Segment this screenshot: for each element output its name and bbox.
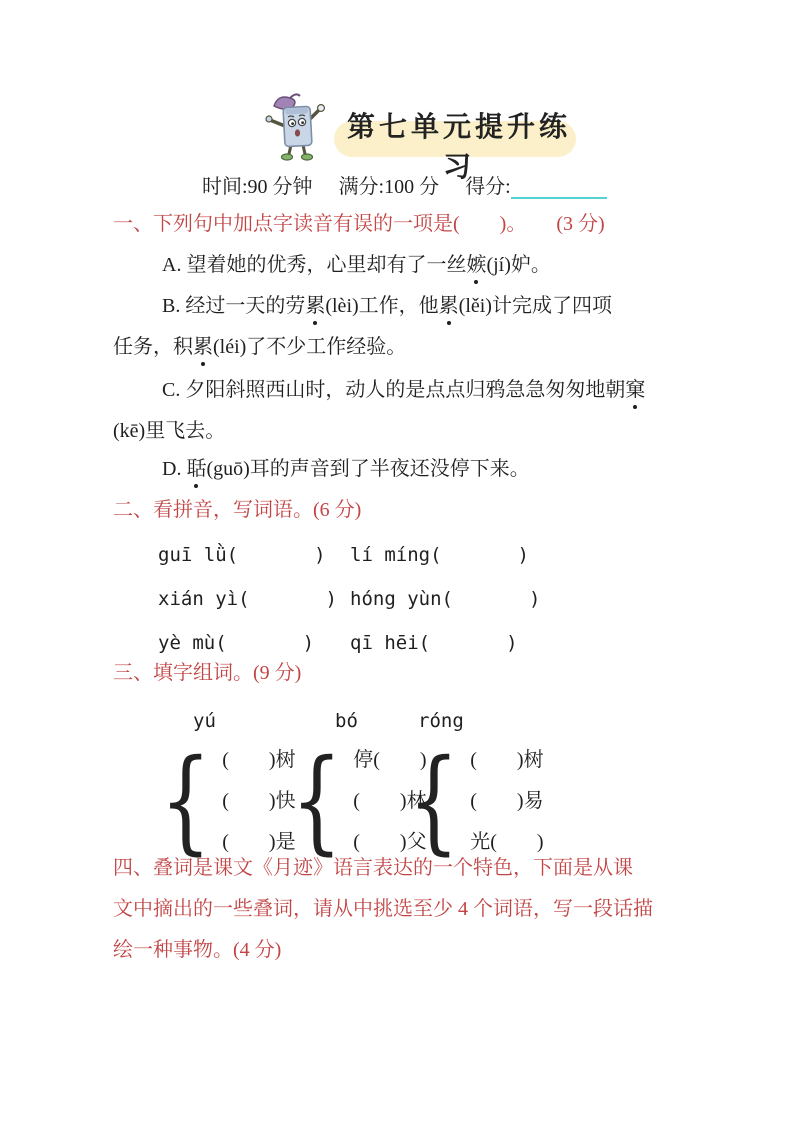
q2-blank-hongyun: hóng yùn( ) [350,588,541,610]
q2-blank-guilv: guī lǜ( ) [158,544,326,566]
full-score-label: 满分:100 分 [338,176,440,198]
time-label: 时间:90 分钟 [202,176,313,198]
score-blank [511,177,607,199]
left-brace: { [407,736,460,866]
q3-blank: ( )树 [470,749,544,771]
q2-blank-xianyi: xián yì( ) [158,588,337,610]
q3-label-bo: bó [335,710,358,732]
q3-blank: ( )是 [222,831,296,853]
q3-label-rong: róng [418,710,464,732]
q3-group-yu [150,736,296,866]
page-title: 第七单元提升练习 [346,112,571,183]
q3-blank: ( )林 [353,790,427,812]
q3-heading: 三、填字组词。(9 分) [113,662,302,684]
q3-blank: 停( ) [353,749,427,771]
score-label: 得分: [465,170,607,199]
q1-option-c-line2: (kē)里飞去。 [113,420,226,442]
q2-heading: 二、看拼音，写词语。(6 分) [113,499,362,521]
pencil-character-mascot-icon [260,88,334,166]
q1-option-a: A. 望着她的优秀，心里却有了一丝嫉(jí)妒。 [162,252,551,279]
q2-blank-qihei: qī hēi( ) [350,632,518,654]
q4-line1: 四、叠词是课文《月迹》语言表达的一个特色，下面是从课 [113,857,633,879]
q1-option-b-line1: B. 经过一天的劳累(lèi)工作，他累(lěi)计完成了四项 [162,293,612,320]
q3-blank: ( )易 [470,790,544,812]
q2-blank-liming: lí míng( ) [350,544,529,566]
q1-option-c-line1: C. 夕阳斜照西山时，动人的是点点归鸦急急匆匆地朝窠 [162,377,645,404]
meta-row [202,170,607,199]
q1-heading: 一、下列句中加点字读音有误的一项是( )。 (3 分) [113,213,605,235]
q1-option-d: D. 聒(guō)耳的声音到了半夜还没停下来。 [162,456,530,483]
q2-blank-yemu: yè mù( ) [158,632,315,654]
q3-blank: 光( ) [470,831,544,853]
q3-group-rong [398,736,544,866]
q3-label-yu: yú [193,710,216,732]
q3-blank: ( )树 [222,749,296,771]
left-brace: { [290,736,343,866]
q4-line3: 绘一种事物。(4 分) [113,939,282,961]
q1-option-b-line2: 任务，积累(léi)了不少工作经验。 [113,334,406,361]
left-brace: { [159,736,212,866]
q3-blank: ( )父 [353,831,427,853]
q4-line2: 文中摘出的一些叠词，请从中挑选至少 4 个词语，写一段话描 [113,898,653,920]
q3-blank: ( )快 [222,790,296,812]
